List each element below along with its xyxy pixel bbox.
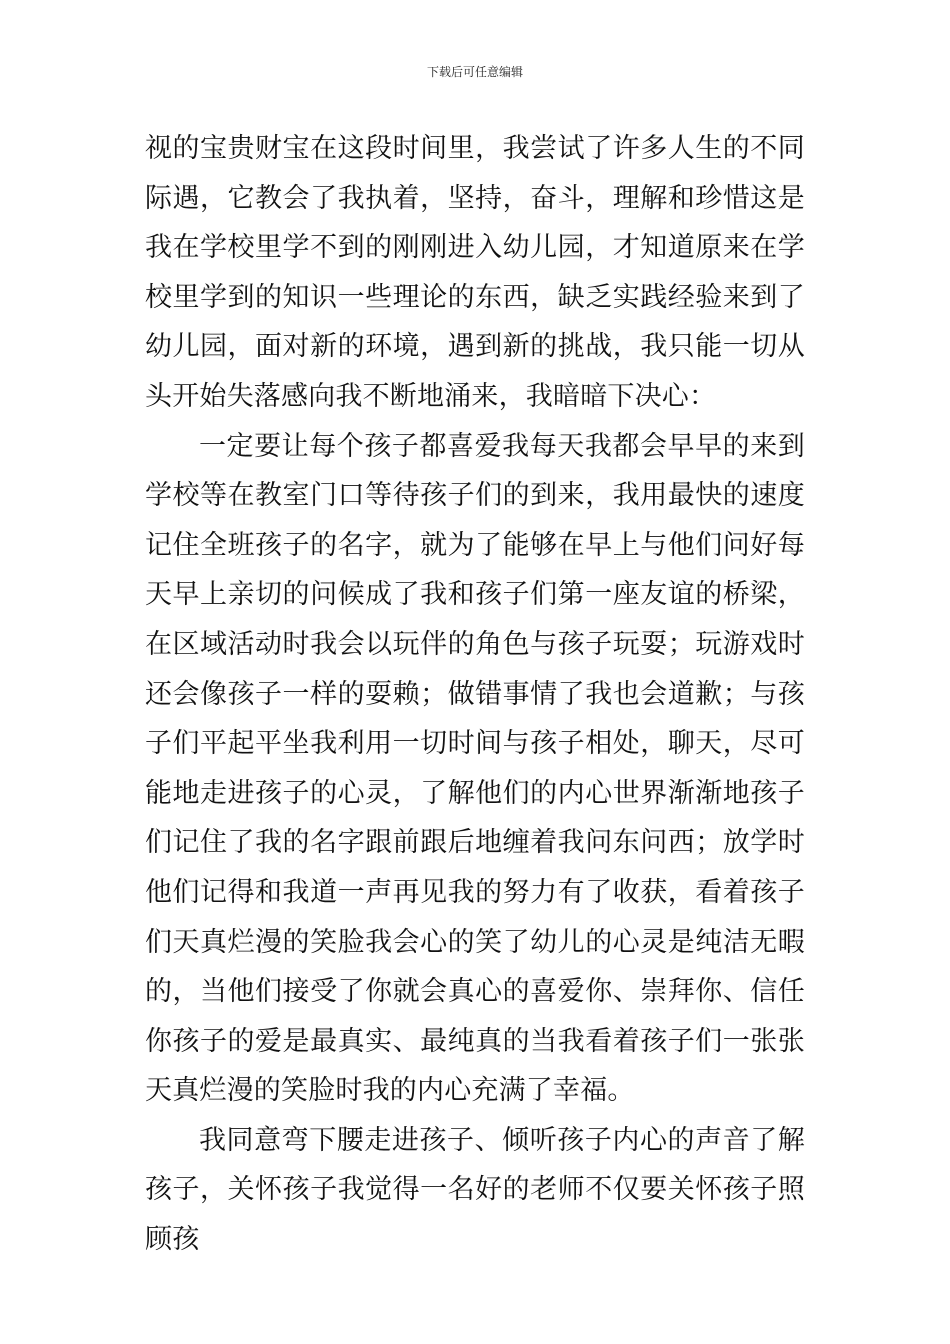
paragraph-1: 视的宝贵财宝在这段时间里，我尝试了许多人生的不同际遇，它教会了我执着，坚持，奋斗，理解和珍惜这是我在学校里学不到的刚刚进入幼儿园，才知道原来在学校里学到的知识一些理论的东西，缺乏实践经验来到了幼儿园，面对新的环境，遇到新的挑战，我只能一切从头开始失落感向我不断地涌来，我暗暗下决心： <box>145 133 805 412</box>
page-header: 下载后可任意编辑 <box>426 65 523 79</box>
paragraph-2: 一定要让每个孩子都喜爱我每天我都会早早的来到学校等在教室门口等待孩子们的到来，我用最快的速度记住全班孩子的名字，就为了能够在早上与他们问好每天早上亲切的问候成了我和孩子们第一座友谊的桥梁，在区域活动时我会以玩伴的角色与孩子玩耍；玩游戏时还会像孩子一样的耍赖；做错事情了我也会道歉；与孩子们平起平坐我利用一切时间与孩子相处，聊天，尽可能地走进孩子的心灵，了解他们的内心世界渐渐地孩子们记住了我的名字跟前跟后地缠着我问东问西；放学时他们记得和我道一声再见我的努力有了收获，看着孩子们天真烂漫的笑脸我会心的笑了幼儿的心灵是纯洁无暇的，当他们接受了你就会真心的喜爱你、崇拜你、信任你孩子的爱是最真实、最纯真的当我看着孩子们一张张天真烂漫的笑脸时我的内心充满了幸福。 <box>145 430 805 1107</box>
document-body <box>145 124 805 1265</box>
paragraph-3: 我同意弯下腰走进孩子、倾听孩子内心的声音了解孩子，关怀孩子我觉得一名好的老师不仅要关怀孩子照顾孩 <box>145 1124 805 1256</box>
